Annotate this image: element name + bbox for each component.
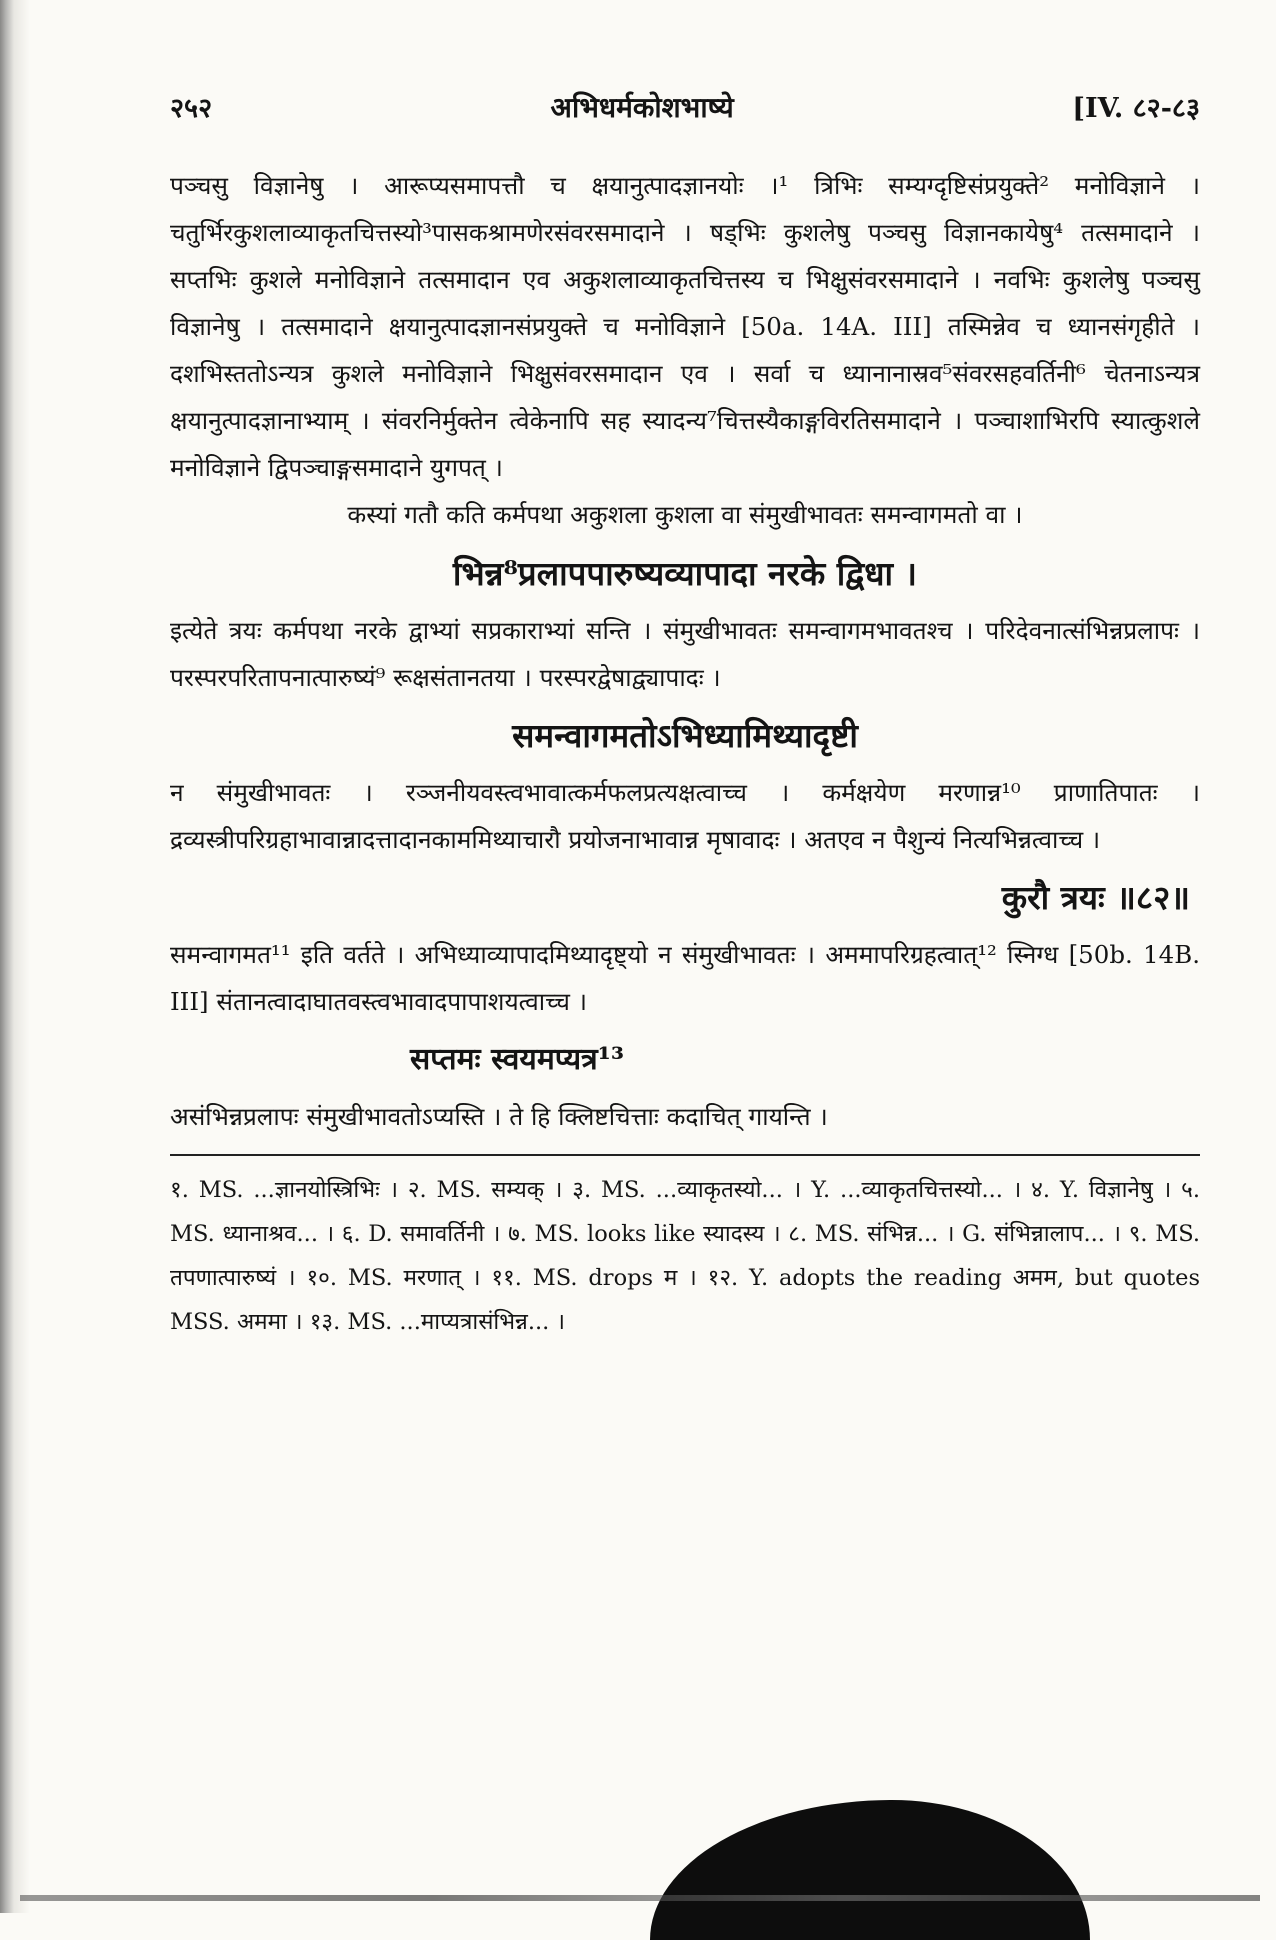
section-reference: [IV. ८२-८३ [1072, 93, 1200, 124]
book-page [170, 88, 1200, 1344]
scan-shadow-left [0, 0, 30, 1913]
karika-verse: भिन्न⁸प्रलापपारुष्यव्यापादा नरके द्विधा । [452, 554, 918, 593]
karika-verse: समन्वागमतोऽभिध्यामिथ्यादृष्टी [512, 716, 858, 755]
footnotes: १. MS. ...ज्ञानयोस्त्रिभिः । २. MS. सम्यक् । ३. MS. ...व्याकृतस्यो... । Y. ...व्याकृतचित्तस्यो... । ४. Y. विज्ञानेषु । ५. MS. ध्यानाश्रव... । ६. D. समावर्तिनी । ७. MS. looks like स्यादस्य । ८. MS. संभिन्न... । G. संभिन्नालाप... । ९. MS. तपणात्पारुष्यं । १०. MS. मरणात् । ११. MS. drops म । १२. Y. adopts the reading अमम, but quotes MSS. अममा । १३. MS. ...माप्यत्रासंभिन्न... । [170, 1177, 1200, 1335]
page-number: २५२ [170, 93, 213, 124]
commentary-paragraph: पञ्चसु विज्ञानेषु । आरूप्यसमापत्तौ च क्षयानुत्पादज्ञानयोः ।¹ त्रिभिः सम्यग्दृष्टिसंप्रयुक्ते² मनोविज्ञाने । चतुर्भिरकुशलाव्याकृतचित्तस्यो³पासकश्रामणेरसंवरसमादाने । षड्भिः कुशलेषु पञ्चसु विज्ञानकायेषु⁴ तत्समादाने । सप्तभिः कुशले मनोविज्ञाने तत्समादान एव अकुशलाव्याकृतचित्तस्य च भिक्षुसंवरसमादाने । नवभिः कुशलेषु पञ्चसु विज्ञानेषु । तत्समादाने क्षयानुत्पादज्ञानसंप्रयुक्ते च मनोविज्ञाने [50a. 14A. III] तस्मिन्नेव च ध्यानसंगृहीते । दशभिस्ततोऽन्यत्र कुशले मनोविज्ञाने भिक्षुसंवरसमादान एव । सर्वा च ध्यानानास्रव⁵संवरसहवर्तिनी⁶ चेतनाऽन्यत्र क्षयानुत्पादज्ञानाभ्याम् । संवरनिर्मुक्तेन त्वेकेनापि सह स्यादन्य⁷चित्तस्यैकाङ्गविरतिसमादाने । पञ्चाशाभिरपि स्यात्कुशले मनोविज्ञाने द्विपञ्चाङ्गसमादाने युगपत् । [170, 171, 1200, 482]
commentary-paragraph: न संमुखीभावतः । रञ्जनीयवस्त्वभावात्कर्मफलप्रत्यक्षत्वाच्च । कर्मक्षयेण मरणान्न¹⁰ प्राणातिपातः । द्रव्यस्त्रीपरिग्रहाभावान्नादत्तादानकाममिथ्याचारौ प्रयोजनाभावान्न मृषावादः । अतएव न पैशुन्यं नित्यभिन्नत्वाच्च । [170, 778, 1200, 854]
scan-dark-blot [650, 1800, 1090, 1940]
running-title: अभिधर्मकोशभाष्ये [550, 91, 734, 124]
footnote-divider [170, 1154, 1200, 1156]
running-header [170, 88, 1200, 140]
scan-bottom-edge [20, 1895, 1260, 1901]
commentary-paragraph: असंभिन्नप्रलापः संमुखीभावतोऽप्यस्ति । ते हि क्लिष्टचित्ताः कदाचित् गायन्ति । [170, 1102, 828, 1131]
question-line: कस्यां गतौ कति कर्मपथा अकुशला कुशला वा संमुखीभावतः समन्वागमतो वा । [347, 500, 1023, 529]
commentary-paragraph: इत्येते त्रयः कर्मपथा नरके द्वाभ्यां सप्रकाराभ्यां सन्ति । संमुखीभावतः समन्वागमभावतश्च । परिदेवनात्संभिन्नप्रलापः । परस्परपरितापनात्पारुष्यं⁹ रूक्षसंतानतया । परस्परद्वेषाद्व्यापादः । [170, 616, 1200, 692]
karika-verse: कुरौ त्रयः ॥८२॥ [1001, 878, 1190, 917]
karika-verse: सप्तमः स्वयमप्यत्र¹³ [410, 1042, 625, 1077]
commentary-paragraph: समन्वागमत¹¹ इति वर्तते । अभिध्याव्यापादमिथ्यादृष्ट्यो न संमुखीभावतः । अममापरिग्रहत्वात्¹² स्निग्ध [50b. 14B. III] संतानत्वादाघातवस्त्वभावादपापाशयत्वाच्च । [170, 940, 1200, 1016]
